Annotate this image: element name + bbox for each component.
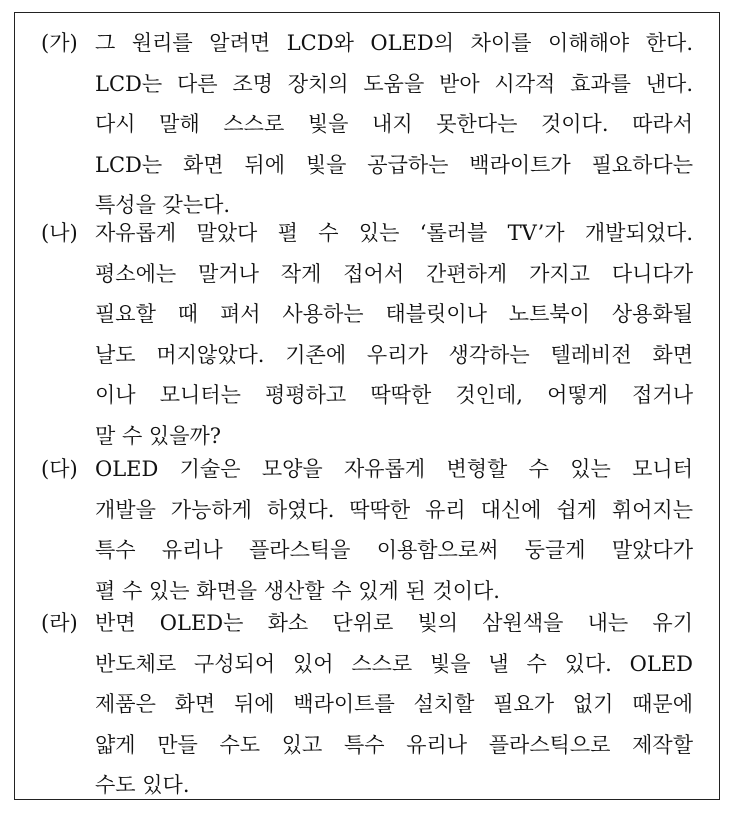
paragraph-na: [41, 213, 693, 456]
text-line: 이나 모니터는 평평하고 딱딱한 것인데, 어떻게 접거나: [95, 383, 693, 407]
text-line: LCD는 화면 뒤에 빛을 공급하는 백라이트가 필요하다는: [95, 152, 693, 177]
text-line: 개발을 가능하게 하였다. 딱딱한 유리 대신에 쉽게 휘어지는: [95, 497, 693, 522]
paragraph-label: (가): [41, 31, 78, 55]
text-line: 펼 수 있는 화면을 생산할 수 있게 된 것이다.: [95, 578, 500, 603]
text-line: 수도 있다.: [95, 773, 190, 797]
text-line: 반도체로 구성되어 있어 스스로 빛을 낼 수 있다. OLED: [95, 651, 693, 676]
text-line: 자유롭게 말았다 펼 수 있는 ‘롤러블 TV’가 개발되었다.: [95, 221, 693, 245]
paragraph-label: (나): [41, 221, 78, 245]
paragraph-ga: [41, 23, 693, 226]
text-line: 특성을 갖는다.: [95, 193, 231, 217]
text-line: 특수 유리나 플라스틱을 이용함으로써 둥글게 말았다가: [95, 538, 693, 562]
paragraph-text: [95, 603, 693, 806]
paragraph-text: [95, 213, 693, 456]
text-line: 얇게 만들 수도 있고 특수 유리나 플라스틱으로 제작할: [95, 732, 693, 757]
text-line: LCD는 다른 조명 장치의 도움을 받아 시각적 효과를 낸다.: [95, 71, 693, 96]
text-line: 반면 OLED는 화소 단위로 빛의 삼원색을 내는 유기: [95, 611, 693, 635]
text-line: 날도 머지않았다. 기존에 우리가 생각하는 텔레비전 화면: [95, 342, 693, 367]
paragraph-da: [41, 449, 693, 611]
text-line: 그 원리를 알려면 LCD와 OLED의 차이를 이해해야 한다.: [95, 31, 693, 55]
paragraph-text: [95, 23, 693, 226]
text-line: 다시 말해 스스로 빛을 내지 못한다는 것이다. 따라서: [95, 112, 693, 136]
text-line: 필요할 때 펴서 사용하는 태블릿이나 노트북이 상용화될: [95, 302, 693, 326]
text-line: OLED 기술은 모양을 자유롭게 변형할 수 있는 모니터: [95, 457, 693, 481]
text-line: 제품은 화면 뒤에 백라이트를 설치할 필요가 없기 때문에: [95, 692, 693, 716]
paragraph-text: [95, 449, 693, 611]
passage-box: [14, 12, 720, 800]
paragraph-label: (라): [41, 611, 78, 635]
text-line: 평소에는 말거나 작게 접어서 간편하게 가지고 다니다가: [95, 261, 693, 286]
paragraph-label: (다): [41, 457, 78, 481]
text-line: 말 수 있을까?: [95, 423, 222, 448]
paragraph-ra: [41, 603, 693, 806]
